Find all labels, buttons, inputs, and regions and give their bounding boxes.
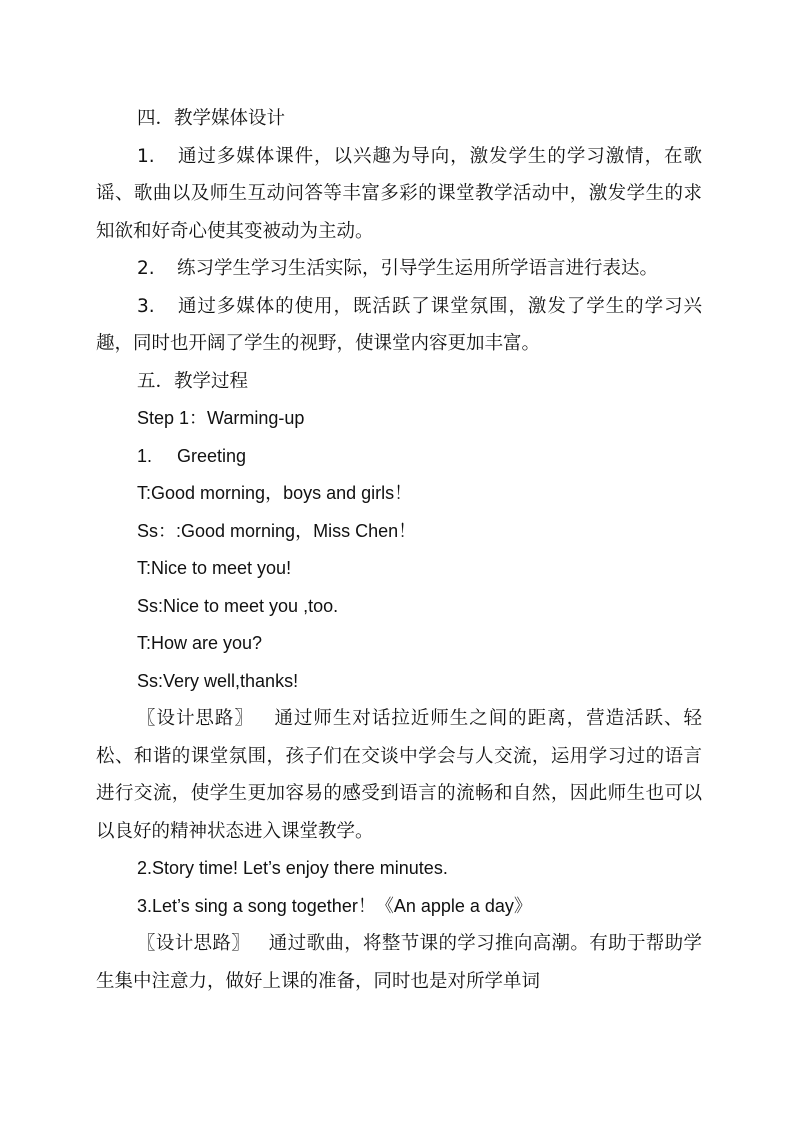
media-item-3: [96, 288, 702, 363]
item-number: 1.: [137, 445, 153, 466]
dialogue-line: T:How are you?: [137, 633, 263, 653]
item-text: 通过多媒体课件，以兴趣为导向，激发学生的学习激情，在歌谣、歌曲以及师生互动问答等丰富多彩的课堂教学活动中，激发学生的求知欲和好奇心使其变被动为主动。: [96, 145, 702, 242]
item-number: 2.: [137, 258, 155, 279]
item-number: 3.: [137, 295, 155, 317]
design-rationale-2: 〖设计思路〗 通过歌曲，将整节课的学习推向高潮。有助于帮助学生集中注意力，做好上课的准备，同时也是对所学单词: [96, 933, 702, 992]
dialogue-line: Ss:Nice to meet you ,too.: [137, 595, 339, 616]
greeting-item: [96, 438, 702, 476]
dialogue-line: T:Nice to meet you!: [137, 558, 292, 578]
section-heading-teaching-process: 五．教学过程: [137, 370, 249, 392]
media-item-1: [96, 138, 702, 251]
song-line: 3.Let’s sing a song together！《An apple a day》: [137, 895, 532, 916]
dialogue-line: Ss:Very well,thanks!: [137, 670, 299, 691]
section-heading-media-design: 四．教学媒体设计: [137, 108, 286, 129]
step-heading: Step 1：Warming-up: [137, 408, 305, 428]
dialogue-line: Ss：:Good morning，Miss Chen！: [137, 520, 417, 541]
document-body: [96, 100, 702, 1000]
story-time-line: 2.Story time! Let’s enjoy there minutes.: [137, 858, 448, 878]
item-text: 练习学生学习生活实际，引导学生运用所学语言进行表达。: [177, 258, 659, 279]
item-text: Greeting: [177, 445, 247, 466]
media-item-2: [96, 250, 702, 288]
dialogue-line: T:Good morning，boys and girls！: [137, 483, 413, 503]
item-number: 1.: [137, 145, 155, 167]
item-text: 通过多媒体的使用，既活跃了课堂氛围，激发了学生的学习兴趣，同时也开阔了学生的视野，使课堂内容更加丰富。: [96, 295, 702, 354]
design-rationale-1: 〖设计思路〗 通过师生对话拉近师生之间的距离，营造活跃、轻松、和谐的课堂氛围，孩子们在交谈中学会与人交流，运用学习过的语言进行交流，使学生更加容易的感受到语言的流畅和自然，因此师生也可以以良好的精神状态进入课堂教学。: [96, 708, 702, 842]
